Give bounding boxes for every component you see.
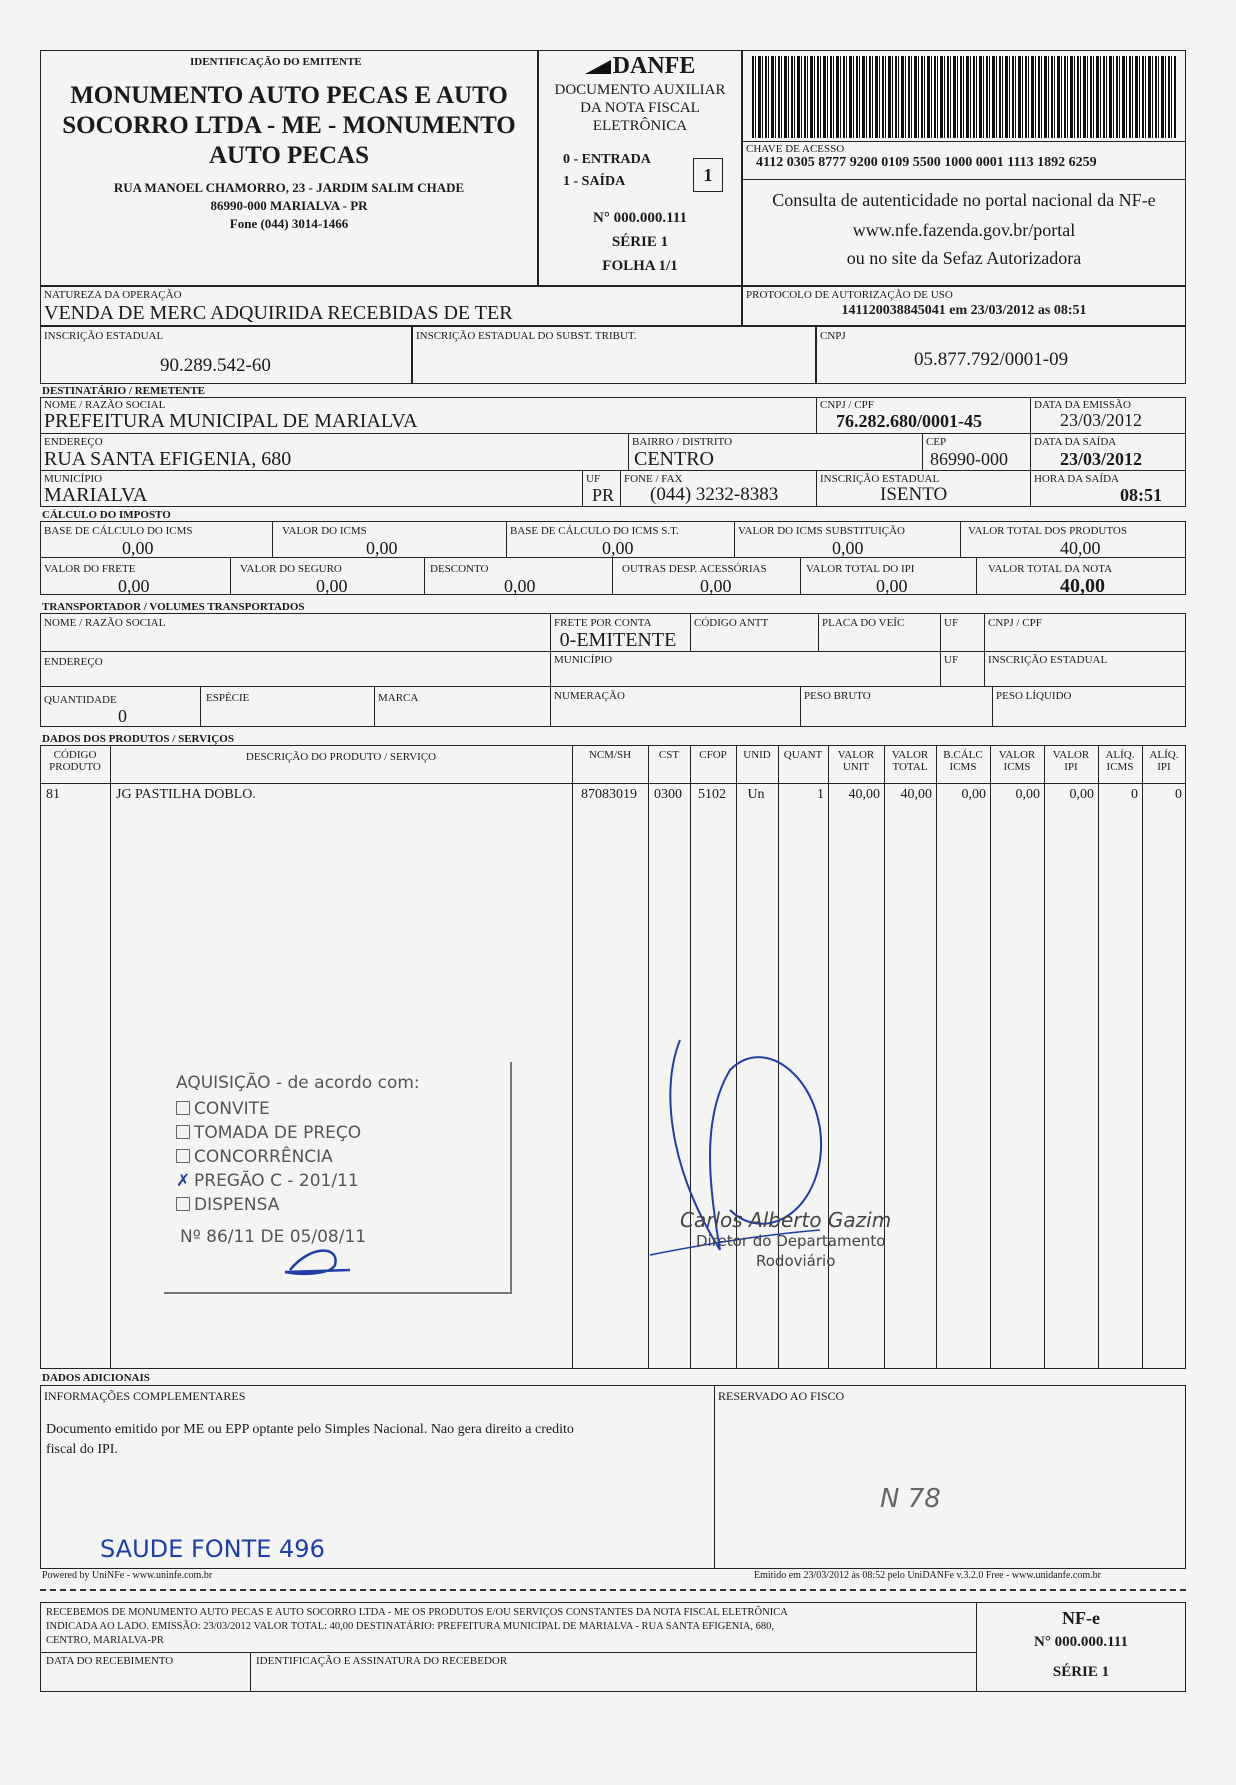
canhoto-text3: CENTRO, MARIALVA-PR [46, 1635, 164, 1646]
dest-cep: 86990-000 [930, 449, 1008, 469]
signature-role2: Rodoviário [756, 1252, 836, 1270]
imp-bcst: 0,00 [602, 538, 634, 558]
transporte-section: TRANSPORTADOR / VOLUMES TRANSPORTADOS [42, 601, 305, 613]
imp-prod-label: VALOR TOTAL DOS PRODUTOS [968, 525, 1127, 537]
natureza-value: VENDA DE MERC ADQUIRIDA RECEBIDAS DE TER [44, 302, 513, 324]
produtos-header-vicms: VALOR ICMS [998, 749, 1036, 773]
canhoto-col [250, 1652, 251, 1692]
dest-col-1 [816, 397, 817, 433]
dest-endereco: RUA SANTA EFIGENIA, 680 [44, 448, 292, 470]
produtos-header-line [40, 783, 1186, 784]
stamp-handwriting [280, 1240, 360, 1280]
canhoto-data-label: DATA DO RECEBIMENTO [46, 1655, 174, 1667]
danfe-entrada: 0 - ENTRADA [563, 152, 651, 167]
imp-col-3 [734, 521, 735, 557]
produtos-column-line [572, 745, 573, 1369]
transp-row-line-2 [40, 686, 1186, 687]
imp-prod: 40,00 [1060, 538, 1101, 558]
produtos-cell-descricao: JG PASTILHA DOBLO. [116, 787, 256, 802]
transp-antt-label: CÓDIGO ANTT [694, 617, 769, 629]
dest-uf-label: UF [586, 473, 601, 485]
produtos-column-line [1098, 745, 1099, 1369]
dest-municipio: MARIALVA [44, 484, 148, 506]
checkbox-checked-icon: ✗ [176, 1171, 191, 1191]
dest-bairro-label: BAIRRO / DISTRITO [632, 436, 733, 448]
transp-col-3 [818, 613, 819, 651]
transp-row-line-1 [40, 651, 1186, 652]
stamp-line5 [176, 1170, 359, 1192]
imp-col-9 [976, 557, 977, 595]
dest-emissao: 23/03/2012 [1060, 410, 1143, 430]
danfe-serie: SÉRIE 1 [611, 234, 669, 250]
dest-fone: (044) 3232-8383 [650, 484, 779, 505]
dest-row-line-2 [40, 470, 1186, 471]
stamp-line3 [176, 1122, 361, 1144]
emitente-city: 86990-000 MARIALVA - PR [210, 198, 368, 213]
produtos-column-line [936, 745, 937, 1369]
consulta-line2: www.nfe.fazenda.gov.br/portal [852, 220, 1076, 240]
stamp-line1: AQUISIÇÃO - de acordo com: [176, 1073, 420, 1093]
produtos-cell-ncm: 87083019 [581, 787, 637, 802]
produtos-column-line [1044, 745, 1045, 1369]
consulta-line1: Consulta de autenticidade no portal nacional da NF-e [772, 190, 1156, 210]
produtos-cell-quant: 1 [817, 787, 824, 802]
chave-value: 4112 0305 8777 9200 0109 5500 1000 0001 1113 1892 6259 [756, 155, 1097, 170]
produtos-header-cst: CST [658, 749, 680, 761]
transp-pl-label: PESO LÍQUIDO [996, 690, 1072, 702]
transp-ie-label: INSCRIÇÃO ESTADUAL [988, 654, 1108, 666]
chave-label: CHAVE DE ACESSO [746, 143, 845, 155]
produtos-column-line [884, 745, 885, 1369]
imp-bcst-label: BASE DE CÁLCULO DO ICMS S.T. [510, 525, 679, 537]
produtos-header-descricao: DESCRIÇÃO DO PRODUTO / SERVIÇO [245, 751, 437, 763]
transp-pb-label: PESO BRUTO [804, 690, 871, 702]
protocolo-label: PROTOCOLO DE AUTORIZAÇÃO DE USO [746, 289, 953, 301]
dest-nome-label: NOME / RAZÃO SOCIAL [44, 399, 166, 411]
imp-seguro: 0,00 [316, 576, 348, 596]
stamp-line4 [176, 1146, 333, 1168]
imp-icmsst: 0,00 [832, 538, 864, 558]
chave-divider [742, 141, 1186, 142]
emitente-section-label: IDENTIFICAÇÃO DO EMITENTE [190, 56, 362, 68]
stamp-concorrencia: CONCORRÊNCIA [194, 1147, 333, 1167]
canhoto-nfe: NF-e [1062, 1608, 1100, 1628]
danfe-saida: 1 - SAÍDA [563, 174, 626, 189]
emitente-name-line1: MONUMENTO AUTO PECAS E AUTO [70, 82, 508, 109]
info-text1: Documento emitido por ME ou EPP optante pelo Simples Nacional. Nao gera direito a credito [46, 1422, 574, 1437]
adicionais-section: DADOS ADICIONAIS [42, 1372, 150, 1384]
emitente-name-line3: AUTO PECAS [209, 142, 369, 169]
produtos-cell-vtotal: 40,00 [900, 787, 932, 802]
produtos-cell-cst: 0300 [654, 787, 682, 802]
transp-placa-label: PLACA DO VEÍC [822, 617, 905, 629]
imp-seguro-label: VALOR DO SEGURO [240, 563, 342, 575]
transp-frete-label: FRETE POR CONTA [554, 617, 652, 629]
produtos-cell-codigo: 81 [46, 787, 60, 802]
produtos-cell-vunit: 40,00 [848, 787, 880, 802]
produtos-header-vipi: VALOR IPI [1052, 749, 1090, 773]
danfe-numero: N° 000.000.111 [593, 210, 687, 226]
transp-frete: 0-EMITENTE [559, 629, 677, 651]
imp-col-8 [800, 557, 801, 595]
consulta-line3: ou no site da Sefaz Autorizadora [846, 248, 1082, 268]
transp-col-4 [940, 613, 941, 686]
transp-col-2 [690, 613, 691, 651]
info-label: INFORMAÇÕES COMPLEMENTARES [44, 1389, 246, 1403]
canhoto-numero: N° 000.000.111 [1034, 1634, 1128, 1650]
stamp-convite: CONVITE [194, 1099, 270, 1119]
danfe-tipo-box: 1 [693, 158, 723, 192]
emitente-phone: Fone (044) 3014-1466 [229, 216, 349, 231]
canhoto-assin-label: IDENTIFICAÇÃO E ASSINATURA DO RECEBEDOR [256, 1655, 508, 1667]
stamp-line7: Nº 86/11 DE 05/08/11 [180, 1227, 367, 1247]
stamp-line2 [176, 1098, 270, 1120]
dest-row-line-1 [40, 433, 1186, 434]
imp-col-7 [612, 557, 613, 595]
imp-frete-label: VALOR DO FRETE [44, 563, 136, 575]
dest-saida: 23/03/2012 [1060, 449, 1143, 469]
transp-col-7 [374, 686, 375, 727]
fisco-label: RESERVADO AO FISCO [718, 1389, 845, 1403]
transp-col-6 [200, 686, 201, 727]
danfe-subtitle-2: DA NOTA FISCAL [580, 100, 700, 116]
cut-line [40, 1589, 1186, 1591]
imp-ipi: 0,00 [876, 576, 908, 596]
transp-col-9 [992, 686, 993, 727]
dest-cnpj: 76.282.680/0001-45 [836, 411, 982, 431]
dest-col-3 [628, 433, 629, 470]
produtos-cell-vipi: 0,00 [1069, 787, 1094, 802]
produtos-header-vunit: VALOR UNIT [837, 749, 875, 773]
danfe-title-text: DANFE [612, 53, 696, 79]
imp-col-5 [230, 557, 231, 595]
danfe-title [538, 53, 742, 79]
dest-bairro: CENTRO [634, 448, 714, 470]
transp-uf2-label: UF [944, 654, 959, 666]
barcode [752, 56, 1176, 138]
imp-icms: 0,00 [366, 538, 398, 558]
dest-cnpj-label: CNPJ / CPF [820, 399, 874, 411]
produtos-header-aliqicms: ALÍQ. ICMS [1105, 749, 1135, 773]
dest-nome: PREFEITURA MUNICIPAL DE MARIALVA [44, 410, 418, 432]
danfe-subtitle-1: DOCUMENTO AUXILIAR [554, 82, 726, 98]
checkbox-icon [176, 1125, 190, 1139]
transp-col-5 [984, 613, 985, 686]
produtos-cell-cfop: 5102 [698, 787, 726, 802]
produtos-header-unid: UNID [743, 749, 771, 761]
danfe-folha: FOLHA 1/1 [602, 258, 678, 274]
signature-role1: Diretor do Departamento [696, 1232, 886, 1250]
checkbox-icon [176, 1149, 190, 1163]
transp-col-8 [800, 686, 801, 727]
produtos-column-line [990, 745, 991, 1369]
powered-by: Powered by UniNFe - www.uninfe.com.br [42, 1570, 213, 1581]
checkbox-icon [176, 1197, 190, 1211]
imp-col-6 [424, 557, 425, 595]
consulta-divider [742, 179, 1186, 180]
imp-col-1 [272, 521, 273, 557]
dest-ie: ISENTO [880, 484, 948, 505]
destinatario-section: DESTINATÁRIO / REMETENTE [42, 385, 205, 397]
danfe-logo-icon [585, 60, 611, 74]
canhoto-serie: SÉRIE 1 [1052, 1664, 1110, 1680]
dest-end-label: ENDEREÇO [44, 436, 103, 448]
natureza-label: NATUREZA DA OPERAÇÃO [44, 289, 182, 301]
imp-bc-label: BASE DE CÁLCULO DO ICMS [44, 525, 193, 537]
dest-col-2 [1030, 397, 1031, 507]
produtos-header-vtotal: VALOR TOTAL [891, 749, 929, 773]
dest-mun-label: MUNICÍPIO [44, 473, 103, 485]
stamp-dispensa: DISPENSA [194, 1195, 280, 1215]
dest-col-7 [816, 470, 817, 507]
imp-bc: 0,00 [122, 538, 154, 558]
transp-end-label: ENDEREÇO [44, 656, 103, 668]
produtos-section: DADOS DOS PRODUTOS / SERVIÇOS [42, 733, 234, 745]
imp-frete: 0,00 [118, 576, 150, 596]
produtos-cell-vicms: 0,00 [1015, 787, 1040, 802]
canhoto-text2: INDICADA AO LADO. EMISSÃO: 23/03/2012 VALOR TOTAL: 40,00 DESTINATÁRIO: PREFEITURA MUNICIPAL DE MARIALVA - RUA SANTA EFIGENIA, 680, [46, 1621, 775, 1632]
transp-cnpj-label: CNPJ / CPF [988, 617, 1042, 629]
dest-saida-label: DATA DA SAÍDA [1034, 436, 1117, 448]
produtos-header-bcalc: B.CÁLC ICMS [943, 749, 983, 773]
dest-ie-label: INSCRIÇÃO ESTADUAL [820, 473, 940, 485]
produtos-header-cfop: CFOP [699, 749, 727, 761]
signature-name: Carlos Alberto Gazim [680, 1208, 892, 1232]
info-text2: fiscal do IPI. [46, 1442, 118, 1457]
produtos-column-line [110, 745, 111, 1369]
dest-col-5 [582, 470, 583, 507]
dest-col-6 [620, 470, 621, 507]
handwritten-number: N 78 [880, 1484, 941, 1514]
produtos-cell-unid: Un [747, 787, 765, 802]
transp-esp-label: ESPÉCIE [206, 692, 250, 704]
imp-nota-label: VALOR TOTAL DA NOTA [988, 563, 1113, 575]
imp-col-4 [960, 521, 961, 557]
ie-st-label: INSCRIÇÃO ESTADUAL DO SUBST. TRIBUT. [416, 330, 637, 342]
imp-nota: 40,00 [1060, 575, 1105, 597]
protocolo-value: 141120038845041 em 23/03/2012 as 08:51 [841, 303, 1087, 318]
canhoto-row-line [40, 1652, 976, 1653]
transp-mun-label: MUNICÍPIO [554, 654, 613, 666]
transp-nome-label: NOME / RAZÃO SOCIAL [44, 617, 166, 629]
imp-outras-label: OUTRAS DESP. ACESSÓRIAS [622, 563, 767, 575]
imp-desc: 0,00 [504, 576, 536, 596]
ie-label: INSCRIÇÃO ESTADUAL [44, 330, 164, 342]
cnpj-value: 05.877.792/0001-09 [914, 349, 1069, 370]
imp-icms-label: VALOR DO ICMS [282, 525, 367, 537]
cnpj-label: CNPJ [820, 330, 846, 342]
transp-uf-label: UF [944, 617, 959, 629]
imp-col-2 [506, 521, 507, 557]
produtos-cell-bcalc: 0,00 [961, 787, 986, 802]
dest-emissao-label: DATA DA EMISSÃO [1034, 399, 1131, 411]
imp-ipi-label: VALOR TOTAL DO IPI [806, 563, 915, 575]
transp-num-label: NUMERAÇÃO [554, 690, 625, 702]
dest-col-4 [922, 433, 923, 470]
transp-qtd-label: QUANTIDADE [44, 694, 117, 706]
stamp-tomada: TOMADA DE PREÇO [194, 1123, 362, 1143]
emitente-address: RUA MANOEL CHAMORRO, 23 - JARDIM SALIM CHADE [113, 180, 465, 195]
dest-hora: 08:51 [1120, 485, 1162, 505]
produtos-header-ncm: NCM/SH [588, 749, 632, 761]
danfe-subtitle-3: ELETRÔNICA [592, 118, 688, 134]
produtos-column-line [1142, 745, 1143, 1369]
dest-cep-label: CEP [926, 436, 947, 448]
handwritten-saude: SAUDE FONTE 496 [100, 1535, 325, 1563]
produtos-header-codigo: CÓDIGO PRODUTO [49, 749, 101, 773]
imp-desc-label: DESCONTO [430, 563, 489, 575]
produtos-cell-aliqicms: 0 [1131, 787, 1138, 802]
stamp-pregao: PREGÃO C - 201/11 [194, 1171, 359, 1191]
emitente-name-line2: SOCORRO LTDA - ME - MONUMENTO [62, 112, 516, 139]
produtos-cell-aliqipi: 0 [1175, 787, 1182, 802]
checkbox-icon [176, 1101, 190, 1115]
adicionais-divider [714, 1385, 715, 1569]
imp-icmsst-label: VALOR DO ICMS SUBSTITUIÇÃO [738, 525, 905, 537]
emitido-em: Emitido em 23/03/2012 às 08:52 pelo UniDANFe v.3.2.0 Free - www.unidanfe.com.br [754, 1570, 1101, 1581]
stamp-line6 [176, 1194, 279, 1216]
imp-outras: 0,00 [700, 576, 732, 596]
transp-marca-label: MARCA [378, 692, 419, 704]
dest-hora-label: HORA DA SAÍDA [1034, 473, 1119, 485]
imposto-section: CÁLCULO DO IMPOSTO [42, 509, 171, 521]
produtos-header-quant: QUANT [783, 749, 823, 761]
transp-qtd: 0 [118, 706, 127, 726]
dest-uf: PR [592, 485, 615, 505]
produtos-header-aliqipi: ALÍQ. IPI [1149, 749, 1179, 773]
canhoto-text1: RECEBEMOS DE MONUMENTO AUTO PECAS E AUTO SOCORRO LTDA - ME OS PRODUTOS E/OU SERVIÇOS CONSTANTES DA NOTA FISCAL ELETRÔNICA [46, 1607, 788, 1618]
ie-value: 90.289.542-60 [160, 355, 271, 376]
dest-fone-label: FONE / FAX [624, 473, 683, 485]
